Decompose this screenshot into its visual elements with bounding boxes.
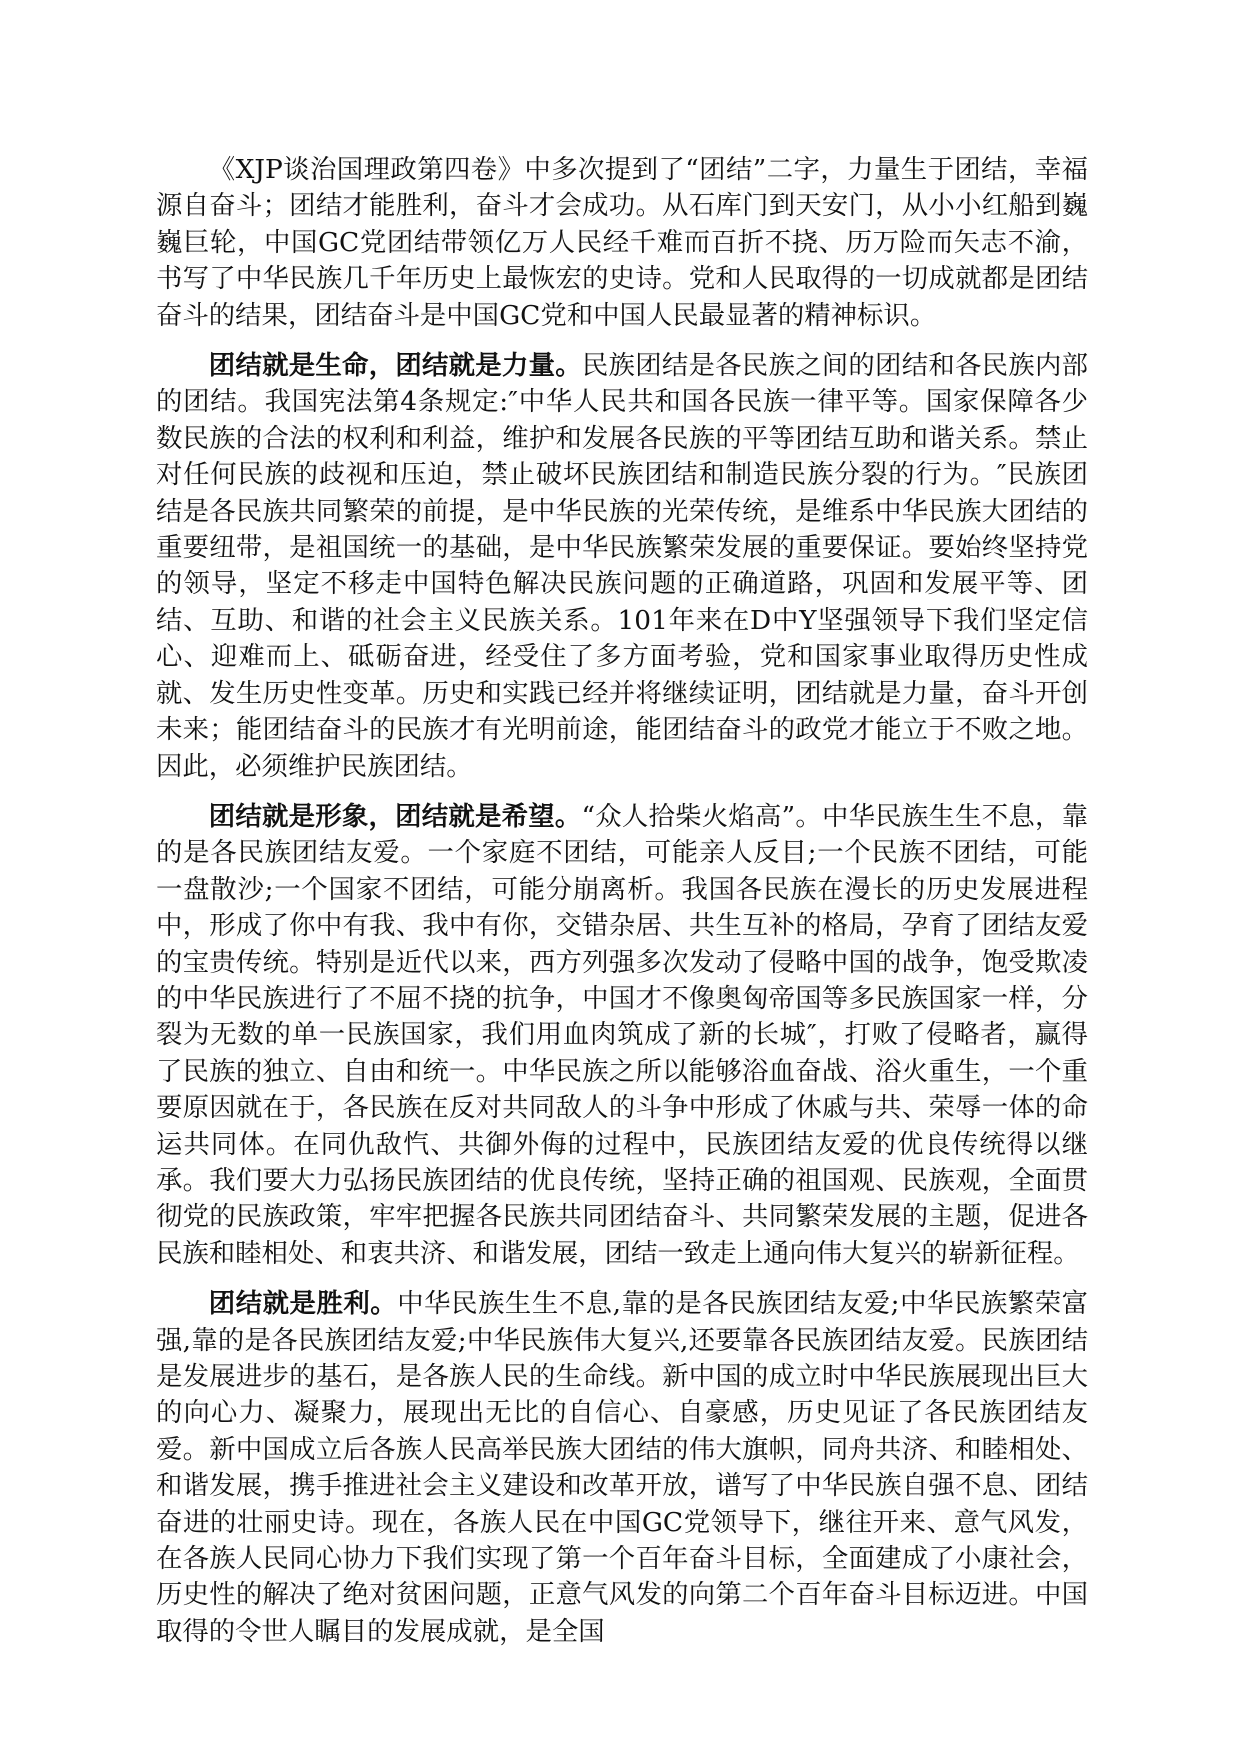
paragraph-body: “众人拾柴火焰高”。中华民族生生不息，靠的是各民族团结友爱。一个家庭不团结，可能亲人反目;一个民族不团结，可能一盘散沙;一个国家不团结，可能分崩离析。我国各民族在漫长的历史发展进程中，形成了你中有我、我中有你，交错杂居、共生互补的格局，孕育了团结友爱的宝贵传统。特别是近代以来，西方列强多次发动了侵略中国的战争，饱受欺凌的中华民族进行了不屈不挠的抗争，中国才不像奥匈帝国等多民族国家一样，分裂为无数的单一民族国家，我们用血肉筑成了新的长城″，打败了侵略者，赢得了民族的独立、自由和统一。中华民族之所以能够浴血奋战、浴火重生，一个重要原因就在于，各民族在反对共同敌人的斗争中形成了休戚与共、荣辱一体的命运共同体。在同仇敌忾、共御外侮的过程中，民族团结友爱的优良传统得以继承。我们要大力弘扬民族团结的优良传统，坚持正确的祖国观、民族观，全面贯彻党的民族政策，牢牢把握各民族共同团结奋斗、共同繁荣发展的主题，促进各民族和睦相处、和衷共济、和谐发展，团结一致走上通向伟大复兴的崭新征程。 (156, 800, 1089, 1269)
paragraph-heading: 团结就是胜利。 (208, 1288, 398, 1320)
document-body (156, 152, 1088, 1664)
paragraph-unity-is-life (156, 348, 1088, 785)
paragraph-unity-is-victory (156, 1286, 1088, 1650)
paragraph-heading: 团结就是生命，团结就是力量。 (208, 350, 582, 382)
paragraph-body: 中华民族生生不息,靠的是各民族团结友爱;中华民族繁荣富强,靠的是各民族团结友爱;中华民族伟大复兴,还要靠各民族团结友爱。民族团结是发展进步的基石，是各族人民的生命线。新中国的成立时中华民族展现出巨大的向心力、凝聚力，展现出无比的自信心、自豪感，历史见证了各民族团结友爱。新中国成立后各族人民高举民族大团结的伟大旗帜，同舟共济、和睦相处、和谐发展，携手推进社会主义建设和改革开放，谱写了中华民族自强不息、团结奋进的壮丽史诗。现在，各族人民在中国GC党领导下，继往开来、意气风发，在各族人民同心协力下我们实现了第一个百年奋斗目标，全面建成了小康社会，历史性的解决了绝对贫困问题，正意气风发的向第二个百年奋斗目标迈进。中国取得的令世人瞩目的发展成就，是全国 (156, 1288, 1089, 1647)
paragraph-heading: 团结就是形象，团结就是希望。 (208, 800, 582, 832)
paragraph-unity-is-image (156, 799, 1088, 1272)
paragraph-body: 《XJP谈治国理政第四卷》中多次提到了“团结”二字，力量生于团结，幸福源自奋斗；团结才能胜利，奋斗才会成功。从石库门到天安门，从小小红船到巍巍巨轮，中国GC党团结带领亿万人民经千难而百折不挠、历万险而矢志不渝，书写了中华民族几千年历史上最恢宏的史诗。党和人民取得的一切成就都是团结奋斗的结果，团结奋斗是中国GC党和中国人民最显著的精神标识。 (156, 154, 1088, 331)
paragraph-body: 民族团结是各民族之间的团结和各民族内部的团结。我国宪法第4条规定:″中华人民共和国各民族一律平等。国家保障各少数民族的合法的权利和利益，维护和发展各民族的平等团结互助和谐关系。禁止对任何民族的歧视和压迫，禁止破坏民族团结和制造民族分裂的行为。″民族团结是各民族共同繁荣的前提，是中华民族的光荣传统，是维系中华民族大团结的重要纽带，是祖国统一的基础，是中华民族繁荣发展的重要保证。要始终坚持党的领导，坚定不移走中国特色解决民族问题的正确道路，巩固和发展平等、团结、互助、和谐的社会主义民族关系。101年来在D中Y坚强领导下我们坚定信心、迎难而上、砥砺奋进，经受住了多方面考验，党和国家事业取得历史性成就、发生历史性变革。历史和实践已经并将继续证明，团结就是力量，奋斗开创未来；能团结奋斗的民族才有光明前途，能团结奋斗的政党才能立于不败之地。因此，必须维护民族团结。 (156, 350, 1089, 782)
paragraph-intro (156, 152, 1088, 334)
